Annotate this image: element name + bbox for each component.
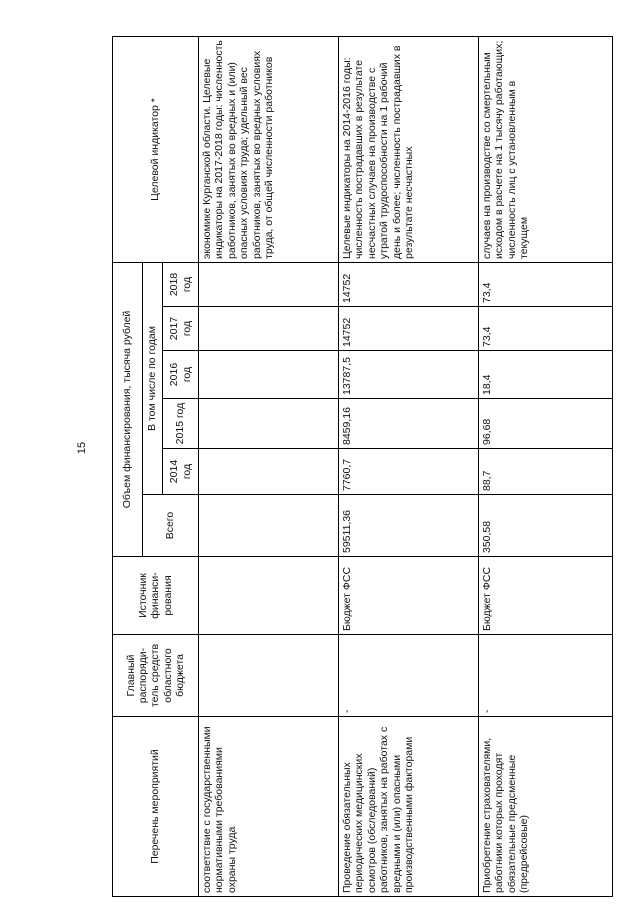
header-measures: Перечень мероприятий: [113, 717, 199, 897]
header-source: Источник финанси-рования: [113, 557, 199, 635]
cell-source: [199, 557, 339, 635]
header-2014: 2014 год: [163, 449, 199, 495]
cell-2014: 7760,7: [339, 449, 479, 495]
cell-total: [199, 495, 339, 557]
cell-target: экономике Курганской области. Целевые индикаторы на 2017-2018 годы: численность работников, занятых во вредных и (или) опасных условиях труда; удельный вес работников, занятых во вредных условиях труда, от общей численности работников: [199, 36, 339, 262]
cell-target: Целевые индикаторы на 2014-2016 годы: численность пострадавших в результате несчастных случаев на производстве с утратой трудоспособности на 1 рабочий день и более; численность пострадавших в результате несчастных: [339, 36, 479, 262]
cell-source: Бюджет ФСС: [479, 557, 613, 635]
cell-2015: 96,68: [479, 399, 613, 449]
header-2018: 2018 год: [163, 262, 199, 306]
cell-2018: 73,4: [479, 262, 613, 306]
cell-2016: 13787,5: [339, 351, 479, 399]
header-2017: 2017 год: [163, 307, 199, 351]
header-target: Целевой индикатор *: [113, 36, 199, 262]
cell-measure: Приобретение страхователями, работники которых проходят обязательные предсменные (предрейсовые): [479, 717, 613, 897]
header-volume: Объем финансирования, тысяча рублей: [113, 262, 143, 556]
cell-2015: 8459,16: [339, 399, 479, 449]
cell-target: случаев на производстве со смертельным исходом в расчете на 1 тысячу работающих; численность лиц с установленным в текущем: [479, 36, 613, 262]
cell-total: 59511,36: [339, 495, 479, 557]
cell-2017: [199, 307, 339, 351]
page-number: 15: [76, 441, 88, 455]
cell-2015: [199, 399, 339, 449]
header-by-years: В том числе по годам: [143, 262, 163, 494]
cell-2016: 18,4: [479, 351, 613, 399]
cell-2016: [199, 351, 339, 399]
header-total: Всего: [143, 495, 199, 557]
cell-measure: соответствие с государственными нормативными требованиями охраны труда: [199, 717, 339, 897]
cell-2014: 88,7: [479, 449, 613, 495]
header-2016: 2016 год: [163, 351, 199, 399]
header-main-manager: Главный распоряди-тель средств областного бюджета: [113, 635, 199, 717]
cell-2017: 73,4: [479, 307, 613, 351]
cell-2014: [199, 449, 339, 495]
rotated-table-wrapper: [112, 37, 612, 897]
cell-manager: [199, 635, 339, 717]
table-row: [199, 36, 339, 896]
cell-source: Бюджет ФСС: [339, 557, 479, 635]
cell-measure: Проведение обязательных периодических медицинских осмотров (обследований) работников, занятых на работах с вредными и (или) опасными производственными факторами: [339, 717, 479, 897]
cell-manager: -: [339, 635, 479, 717]
cell-total: 350,58: [479, 495, 613, 557]
program-table: [112, 36, 613, 897]
table-row: [339, 36, 479, 896]
table-row: [479, 36, 613, 896]
cell-manager: -: [479, 635, 613, 717]
cell-2017: 14752: [339, 307, 479, 351]
cell-2018: [199, 262, 339, 306]
cell-2018: 14752: [339, 262, 479, 306]
header-2015: 2015 год: [163, 399, 199, 449]
